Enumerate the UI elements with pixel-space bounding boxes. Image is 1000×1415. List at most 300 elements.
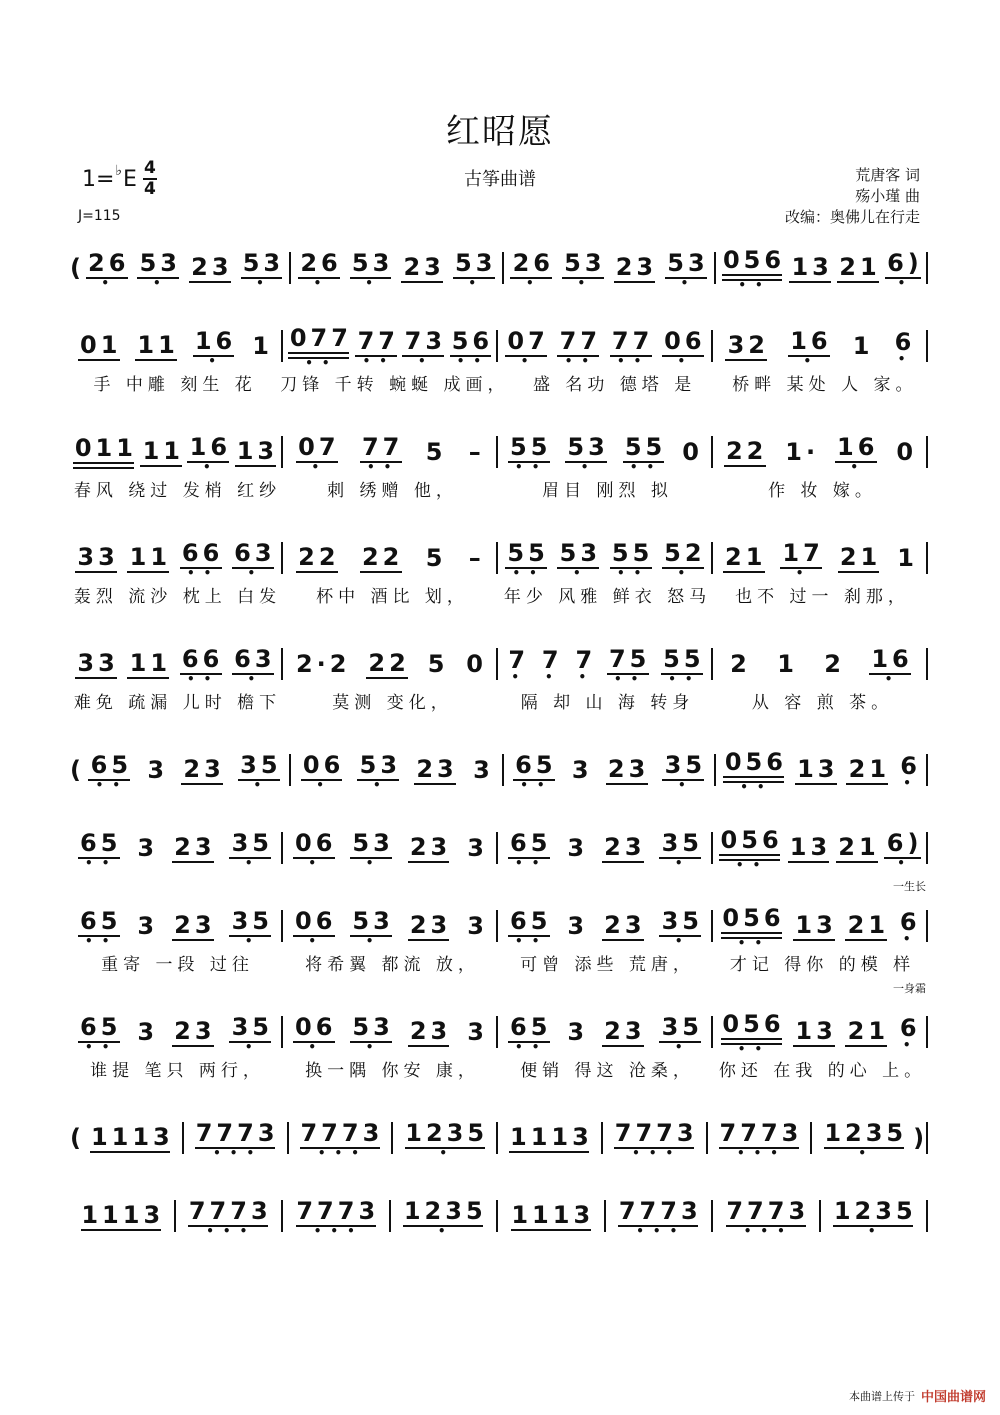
measure xyxy=(70,538,279,578)
barline xyxy=(281,1016,283,1048)
note-group: 2 xyxy=(824,650,845,678)
measure xyxy=(500,538,709,578)
measure xyxy=(285,906,494,946)
barline xyxy=(281,832,283,864)
measure xyxy=(715,826,924,872)
note-group: 65 •• xyxy=(76,830,121,867)
barline xyxy=(281,910,283,942)
note-group: 21 xyxy=(835,254,880,283)
notes-row xyxy=(70,1010,930,1056)
note-group: 7 • xyxy=(508,646,530,684)
lyric-measure: 盛 名功 德塔 是 xyxy=(533,375,697,395)
credits xyxy=(785,165,920,228)
notes-row xyxy=(70,246,930,292)
note-group: 06 • xyxy=(291,1014,336,1051)
notes-row xyxy=(70,432,930,472)
note-group: 22 xyxy=(358,544,403,573)
note-group: 23 xyxy=(604,756,649,785)
note-group: 077 •• xyxy=(289,324,352,370)
measure xyxy=(393,1196,495,1236)
measure xyxy=(605,1118,704,1158)
barline xyxy=(496,330,498,362)
tempo-mark: J=115 xyxy=(78,208,121,224)
note-group: 3 xyxy=(473,756,494,784)
lyric-measure: 可曾 添些 荒唐， xyxy=(520,955,695,975)
note-group: 7773 ••• xyxy=(726,1196,810,1238)
note-group: 6 • xyxy=(894,328,916,366)
note-group: 6) • xyxy=(883,250,923,287)
measure xyxy=(285,324,494,370)
note-group: 13 xyxy=(787,254,832,283)
note-group: 35 • xyxy=(658,830,703,867)
note-group: 73 • xyxy=(401,328,446,365)
note-group: 0 xyxy=(466,650,487,678)
barline xyxy=(281,1200,283,1232)
note-group: 13 xyxy=(791,912,836,941)
note-group: 056 •• xyxy=(722,904,785,950)
measure xyxy=(500,1196,602,1236)
measure xyxy=(608,1196,710,1236)
side-note: 一生长 xyxy=(893,880,926,893)
note-group: 65 •• xyxy=(76,1014,121,1051)
barline xyxy=(926,832,928,864)
note-group: 77 •• xyxy=(608,328,653,365)
open-paren: ( xyxy=(70,254,81,282)
note-group: 23 xyxy=(600,834,645,863)
subtitle: 古筝曲谱 xyxy=(464,169,536,190)
note-group: 3 xyxy=(567,912,589,940)
measure xyxy=(293,248,499,288)
barline xyxy=(496,436,498,468)
note-group: 3 xyxy=(137,1018,159,1046)
note-group: 35 • xyxy=(661,752,706,789)
note-group: 16 • xyxy=(191,328,236,365)
lyricist-credit: 荒唐客 词 xyxy=(855,166,920,184)
note-group: 32 xyxy=(724,332,769,361)
note-group: – xyxy=(468,438,485,466)
note-group: 53 • xyxy=(239,250,284,287)
lyric-measure: 手 中雕 刻生 花 xyxy=(93,375,257,395)
barline xyxy=(711,910,713,942)
note-group: 35 • xyxy=(228,1014,273,1051)
barline xyxy=(389,1200,391,1232)
note-group: 6 • xyxy=(900,752,921,790)
measure xyxy=(285,828,494,868)
note-group: 7773 ••• xyxy=(300,1118,384,1160)
measure xyxy=(715,1010,924,1056)
note-group: 07 • xyxy=(294,434,339,471)
measure xyxy=(814,1118,913,1158)
barline xyxy=(711,1016,713,1048)
note-group: 1113 xyxy=(511,1200,595,1229)
lyric-measure: 换一隅 你安 康， xyxy=(305,1061,480,1081)
note-group: 23 xyxy=(406,912,451,941)
measure xyxy=(70,1012,279,1052)
note-group: 23 xyxy=(170,834,215,863)
note-group: 7773 ••• xyxy=(614,1118,698,1160)
note-group: 23 xyxy=(170,912,215,941)
note-group: 13 xyxy=(793,756,838,785)
note-group: 77 •• xyxy=(354,328,399,365)
lyric-measure: 刀锋 千转 蜿蜒 成画， xyxy=(280,375,510,395)
note-group: 3 xyxy=(467,834,488,862)
barline xyxy=(281,542,283,574)
measure xyxy=(81,1118,180,1158)
note-group: 53 • xyxy=(348,830,393,867)
note-group: 66 •• xyxy=(178,646,223,683)
note-group: 3 xyxy=(571,756,593,784)
barline xyxy=(289,754,291,786)
measure xyxy=(506,248,712,288)
notes-row xyxy=(70,324,930,370)
note-group: 55 •• xyxy=(659,646,704,683)
barline xyxy=(289,252,291,284)
note-group: 16 • xyxy=(186,434,231,471)
barline xyxy=(391,1122,393,1154)
note-group: 3 xyxy=(467,1018,488,1046)
measure xyxy=(285,644,494,684)
note-group: 056 •• xyxy=(722,246,786,292)
note-group: 7773 ••• xyxy=(188,1196,272,1238)
note-group: 11 xyxy=(133,332,178,361)
note-group: 6) • xyxy=(883,830,923,867)
barline xyxy=(926,330,928,362)
note-group: 55 •• xyxy=(506,434,551,471)
notes-row xyxy=(70,904,930,950)
note-group: 7 • xyxy=(575,646,597,684)
note-group: 26 • xyxy=(84,250,129,287)
measure xyxy=(285,1012,494,1052)
note-group: 07 • xyxy=(503,328,548,365)
barline xyxy=(604,1200,606,1232)
note-group: 55 •• xyxy=(503,540,548,577)
barline xyxy=(926,542,928,574)
barline xyxy=(711,832,713,864)
time-signature-top: 4 xyxy=(144,158,156,178)
note-group: 17 • xyxy=(778,540,823,577)
note-group: 3 xyxy=(567,834,589,862)
note-group: 16 • xyxy=(833,434,878,471)
note-group: 06 • xyxy=(291,830,336,867)
barline xyxy=(810,1122,812,1154)
barline xyxy=(711,436,713,468)
barline xyxy=(496,1122,498,1154)
notes-row xyxy=(70,748,930,794)
lyric-measure: 杯中 酒比 划， xyxy=(316,587,469,607)
lyrics-row xyxy=(70,1056,930,1081)
note-group: 52 • xyxy=(660,540,705,577)
open-paren: ( xyxy=(70,756,81,784)
barline xyxy=(926,648,928,680)
key-prefix: 1= xyxy=(82,166,115,192)
note-group: 26 • xyxy=(296,250,341,287)
lyrics-row xyxy=(70,582,930,607)
note-group: 23 xyxy=(170,1018,215,1047)
measure xyxy=(718,246,924,292)
note-group: 77 •• xyxy=(556,328,601,365)
measure xyxy=(718,748,924,794)
measure xyxy=(500,1012,709,1052)
barline xyxy=(174,1200,176,1232)
note-group: 65 •• xyxy=(506,1014,551,1051)
barline xyxy=(711,648,713,680)
note-group: 16 • xyxy=(867,646,912,683)
note-group: 01 xyxy=(76,332,121,361)
barline xyxy=(182,1122,184,1154)
measure xyxy=(500,432,709,472)
lyric-measure: 才记 得你 的模 样 xyxy=(729,955,916,975)
note-group: 21 xyxy=(845,756,890,785)
note-group: 21 xyxy=(836,544,881,573)
note-group: 23 xyxy=(406,1018,451,1047)
composer-credit: 殇小瑾 曲 xyxy=(855,187,920,205)
measure xyxy=(285,538,494,578)
barline xyxy=(496,648,498,680)
note-group: 3 xyxy=(137,834,159,862)
barline xyxy=(601,1122,603,1154)
barline xyxy=(496,1200,498,1232)
note-group: 0 xyxy=(682,438,703,466)
note-group: 11 xyxy=(126,544,171,573)
note-group: 056 •• xyxy=(722,1010,785,1056)
lyric-measure: 春风 绕过 发梢 红纱 xyxy=(73,481,282,501)
note-group: 53 • xyxy=(563,434,608,471)
note-group: 7 • xyxy=(541,646,563,684)
note-group: 23 xyxy=(612,254,657,283)
note-group: 65 •• xyxy=(506,830,551,867)
score-title: 红昭愿 xyxy=(446,112,554,152)
note-group: 53 • xyxy=(560,250,605,287)
barline xyxy=(926,1122,928,1154)
lyric-measure: 年少 风雅 鲜衣 怒马 xyxy=(503,587,712,607)
measure xyxy=(823,1196,925,1236)
lyric-measure: 便销 得这 沧桑， xyxy=(520,1061,695,1081)
lyrics-row xyxy=(70,370,930,395)
note-group: 13 xyxy=(791,1018,836,1047)
note-group: 55 •• xyxy=(608,540,653,577)
note-group: 1113 xyxy=(90,1122,174,1151)
note-group: 23 xyxy=(600,912,645,941)
note-group: 2 xyxy=(730,650,751,678)
note-group: 11 xyxy=(126,650,171,679)
note-group: 23 xyxy=(406,834,451,863)
note-group: 53 • xyxy=(451,250,496,287)
note-group: 53 • xyxy=(348,1014,393,1051)
note-group: 26 • xyxy=(509,250,554,287)
barline xyxy=(502,754,504,786)
barline xyxy=(281,436,283,468)
measure xyxy=(715,1196,817,1236)
lyric-measure: 谁提 笔只 两行， xyxy=(90,1061,265,1081)
note-group: 1 xyxy=(252,332,273,360)
note-group: 0 xyxy=(896,438,918,466)
measure xyxy=(710,1118,809,1158)
note-group: 06 • xyxy=(299,752,344,789)
note-group: 22 xyxy=(294,544,339,573)
note-group: 55 •• xyxy=(621,434,666,471)
note-group: 7773 ••• xyxy=(618,1196,702,1238)
measure xyxy=(70,432,279,472)
measure xyxy=(81,750,287,790)
note-group: 77 •• xyxy=(358,434,403,471)
note-group: 7773 ••• xyxy=(719,1118,803,1160)
note-group: 1· xyxy=(785,438,820,466)
site-logo: 中国曲谱网 xyxy=(920,1390,986,1405)
lyric-measure: 作 妆 嫁。 xyxy=(768,481,877,501)
measure xyxy=(500,326,709,366)
lyrics-row xyxy=(70,688,930,713)
note-group: 1113 xyxy=(81,1200,165,1229)
barline xyxy=(496,542,498,574)
note-group: 011 xyxy=(71,435,137,469)
note-group: 53 • xyxy=(556,540,601,577)
measure xyxy=(715,904,924,950)
barline xyxy=(711,330,713,362)
note-group: 35 • xyxy=(228,908,273,945)
arranger-credit: 改编：奥佛儿在行走 xyxy=(784,208,920,226)
barline xyxy=(926,754,928,786)
lyric-measure: 莫测 变化， xyxy=(332,693,453,713)
note-group: 35 • xyxy=(658,908,703,945)
note-group: 3 xyxy=(467,912,488,940)
note-group: 1235 • xyxy=(403,1196,487,1238)
note-group: 53 • xyxy=(356,752,401,789)
barline xyxy=(926,1200,928,1232)
note-group: 63 • xyxy=(230,540,275,577)
barline xyxy=(926,436,928,468)
barline xyxy=(496,832,498,864)
measure xyxy=(291,1118,390,1158)
notes-row xyxy=(70,1118,930,1158)
note-group: 22 xyxy=(364,650,409,679)
barline xyxy=(502,252,504,284)
note-group: 75 •• xyxy=(605,646,650,683)
note-group: 23 xyxy=(412,756,457,785)
barline xyxy=(714,252,716,284)
note-group: 22 xyxy=(722,438,767,467)
note-group: 21 xyxy=(721,544,766,573)
note-group: 53 • xyxy=(348,250,393,287)
barline xyxy=(287,1122,289,1154)
lyric-measure: 重寄 一段 过往 xyxy=(101,955,254,975)
barline xyxy=(496,1016,498,1048)
note-group: 23 xyxy=(187,254,232,283)
measure xyxy=(285,1196,387,1236)
note-group: 7773 ••• xyxy=(296,1196,380,1238)
lyric-measure: 桥畔 某处 人 家。 xyxy=(732,375,918,395)
note-group: 13 xyxy=(233,438,278,467)
barline xyxy=(281,330,283,362)
note-group: 65 •• xyxy=(87,752,132,789)
measure xyxy=(186,1118,285,1158)
side-note: 一身霜 xyxy=(893,982,926,995)
measure xyxy=(715,326,924,366)
note-group: 06 • xyxy=(660,328,705,365)
note-group: 23 xyxy=(179,756,224,785)
note-group: 1235 • xyxy=(405,1118,489,1160)
barline xyxy=(714,754,716,786)
note-group: 53 • xyxy=(348,908,393,945)
measure xyxy=(395,1118,494,1158)
measure xyxy=(500,828,709,868)
barline xyxy=(819,1200,821,1232)
lyrics-row xyxy=(70,950,930,975)
lyric-measure: 难免 疏漏 儿时 檐下 xyxy=(73,693,282,713)
footer-text: 本曲谱上传于 xyxy=(848,1389,915,1403)
open-paren: ( xyxy=(70,1124,81,1152)
barline xyxy=(711,1200,713,1232)
note-group: 1113 xyxy=(510,1122,593,1151)
key-note: E xyxy=(123,166,137,192)
note-group: 53 • xyxy=(136,250,181,287)
lyric-measure: 隔 却 山 海 转身 xyxy=(520,693,695,713)
lyrics-row xyxy=(70,476,930,501)
note-group: 23 xyxy=(399,254,444,283)
note-group: 35 • xyxy=(658,1014,703,1051)
note-group: 5 xyxy=(425,438,447,466)
note-group: 5 xyxy=(427,650,449,678)
note-group: 056 •• xyxy=(724,748,787,794)
lyric-measure: 将希翼 都流 放， xyxy=(305,955,480,975)
note-group: 1235 • xyxy=(824,1118,908,1160)
note-group: 2·2 xyxy=(295,650,351,678)
note-group: 11 xyxy=(139,438,184,467)
note-group: 6 • xyxy=(899,908,921,946)
lyric-measure: 眉目 刚烈 拟 xyxy=(542,481,673,501)
measure xyxy=(293,750,499,790)
notes-row xyxy=(70,826,930,872)
measure xyxy=(70,906,279,946)
measure xyxy=(70,828,279,868)
note-group: 16 • xyxy=(786,328,831,365)
note-group: 21 xyxy=(844,912,889,941)
note-group: 33 xyxy=(73,544,118,573)
note-group: 3 xyxy=(137,912,159,940)
barline xyxy=(281,648,283,680)
lyric-measure: 轰烈 流沙 枕上 白发 xyxy=(73,587,282,607)
note-group: 3 xyxy=(567,1018,589,1046)
measure xyxy=(70,1196,172,1236)
measure xyxy=(715,432,924,472)
barline xyxy=(926,252,928,284)
measure xyxy=(506,750,712,790)
measure xyxy=(500,1118,599,1158)
measure xyxy=(178,1196,280,1236)
notes-row xyxy=(70,644,930,684)
note-group: 53 • xyxy=(663,250,708,287)
note-group: 6 • xyxy=(899,1014,921,1052)
note-group: 3 xyxy=(147,756,169,784)
lyric-measure: 刺 绣赠 他， xyxy=(327,481,458,501)
note-group: 65 •• xyxy=(76,908,121,945)
note-group: 66 •• xyxy=(178,540,223,577)
note-group: 7773 ••• xyxy=(195,1118,279,1160)
footer xyxy=(849,1386,986,1405)
measure xyxy=(500,644,709,684)
barline xyxy=(711,542,713,574)
note-group: 56 •• xyxy=(448,328,493,365)
barline xyxy=(926,1016,928,1048)
note-group: 23 xyxy=(600,1018,645,1047)
measure xyxy=(715,644,924,684)
note-group: 63 • xyxy=(230,646,275,683)
note-group: 1235 • xyxy=(833,1196,917,1238)
measure xyxy=(70,326,279,366)
note-group: 35 • xyxy=(228,830,273,867)
measure xyxy=(70,644,279,684)
note-group: 056 •• xyxy=(720,826,783,872)
note-group: – xyxy=(468,544,485,572)
